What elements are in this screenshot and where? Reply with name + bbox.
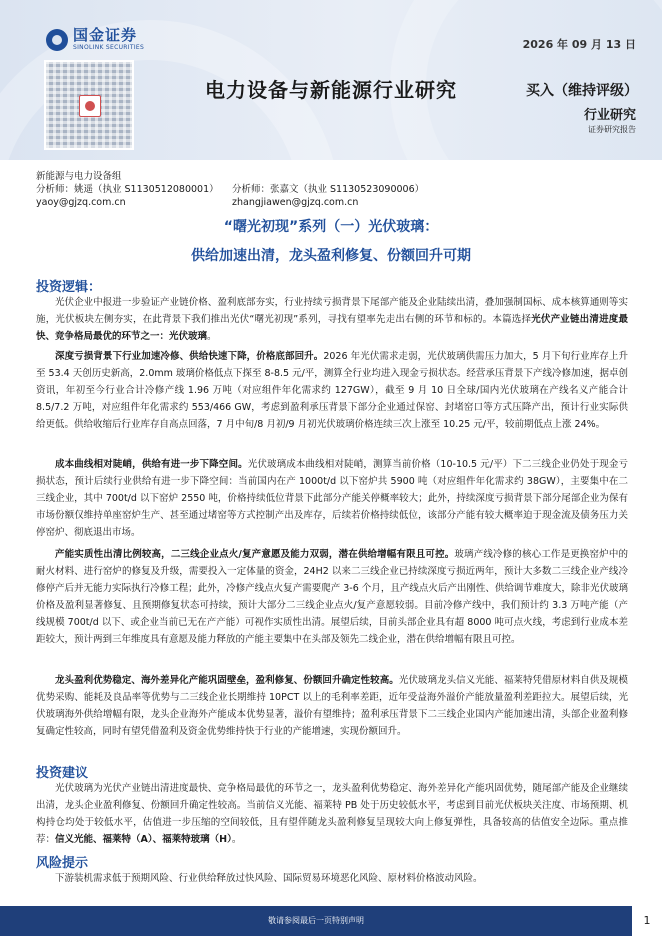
disclaimer-link[interactable]: 敬请参阅最后一页特别声明 <box>268 916 364 925</box>
series-title: “曙光初现”系列（一）光伏玻璃： <box>223 219 439 235</box>
paragraph-cost-curve-lead: 成本曲线相对陡峭，供给有进一步下降空间。 <box>55 459 248 470</box>
logo-name-cn: 国金证券 <box>73 26 138 44</box>
sinolink-logo-icon <box>46 29 68 51</box>
report-title: 电力设备与新能源行业研究 <box>205 78 457 102</box>
paragraph-supply-decline-lead: 深度亏损背景下行业加速冷修、供给快速下降，价格底部回升。 <box>55 351 324 362</box>
investment-logic-heading: 投资逻辑： <box>36 280 102 295</box>
page-number: 1 <box>632 906 662 936</box>
investment-rating: 买入（维持评级） <box>526 83 638 99</box>
paragraph-leader-advantage: 龙头盈利优势稳定、海外差异化产能巩固壁垒，盈利修复、份额回升确定性较高。光伏玻璃龙头信义光能、福莱特凭借原材料自供及规模优势采购、能耗及良品率等优势与二三线企业长期维持 10PCT 以上的毛利率差距，近年受益海外溢价产能放量盈利差距拉大。展望后续，光伏玻璃海外供给增幅有限，龙头企业海外产能成本优势显著，溢价有望维持；盈利承压背景下二三线企业国内产能加速出清，头部企业盈利修复确定性较高，同时有望凭借盈利及资金优势维持快于行业的产能增速，实现份额回升。 <box>36 675 628 737</box>
paragraph-cost-curve: 成本曲线相对陡峭，供给有进一步下降空间。光伏玻璃成本曲线相对陡峭，测算当前价格（10-10.5 元/平）下二三线企业仍处于现金亏损状态，预计后续行业供给有进一步下降空间：当前国内在产 1000t/d 以下窑炉共 5900 吨（对应组件年化需求约 38GW），主要集中在二三线企业，其中 700t/d 以下窑炉 2550 吨，价格持续低位背景下此部分产能关停概率较大；此外，持续深度亏损背景下部分尾部企业为保有市场份额仅维持单座窑炉生产、甚至通过堵窑等方式控制产出及库存，后续若价格持续低位，该部分产能有较大概率迫于现金流及债务压力关停窑炉、彻底退出市场。 <box>36 459 628 538</box>
analyst-block <box>36 170 424 209</box>
report-date: 2026 年 09 月 13 日 <box>522 38 636 51</box>
investment-advice-heading: 投资建议 <box>36 766 89 781</box>
intro-paragraph: 光伏企业中报进一步验证产业链价格、盈利底部夯实，行业持续亏损背景下尾部产能及企业陆续出清，叠加强制国标、成本核算通则等实施，光伏板块左侧夯实，在此背景下我们推出光伏“曙光初现”系列，寻找有望率先走出右侧的环节和标的。本篇选择光伏产业链出清进度最快、竞争格局最优的环节之一：光伏玻璃。 <box>36 297 628 342</box>
paragraph-capacity-exit-lead: 产能实质性出清比例较高，二三线企业点火/复产意愿及能力双弱，潜在供给增幅有限且可控。 <box>55 549 455 560</box>
report-type: 行业研究 <box>583 108 636 123</box>
analyst-2: 分析师：张嘉文（执业 S1130523090006） <box>232 184 425 195</box>
analyst-2-email[interactable]: zhangjiawen@gjzq.com.cn <box>232 197 359 208</box>
investment-advice-paragraph: 光伏玻璃为光伏产业链出清进度最快、竞争格局最优的环节之一，龙头盈利优势稳定、海外差异化产能巩固优势，随尾部产能及企业继续出清，龙头企业盈利修复、份额回升确定性较高。当前信义光能、福莱特 PB 处于历史较低水平，考虑到目前光伏板块关注度、市场预期、机构持仓均处于较低水平，估值进一步压缩的空间较低，且有望伴随龙头盈利修复呈现较大向上修复弹性，具备较高的估值安全边际。重点推荐：信义光能、福莱特（A）、福莱特玻璃（H）。 <box>36 783 628 845</box>
risk-heading: 风险提示 <box>36 856 89 871</box>
report-headline: 供给加速出清，龙头盈利修复、份额回升可期 <box>191 248 471 264</box>
risk-paragraph: 下游装机需求低于预期风险、行业供给释放过快风险、国际贸易环境恶化风险、原材料价格波动风险。 <box>55 873 483 884</box>
analyst-1-email[interactable]: yaoy@gjzq.com.cn <box>36 197 126 208</box>
analyst-1: 分析师：姚遥（执业 S1130512080001） <box>36 184 219 195</box>
company-logo <box>46 28 144 51</box>
report-header <box>0 0 662 160</box>
report-subtype: 证券研究报告 <box>588 125 636 134</box>
recommended-stocks: 信义光能、福莱特（A）、福莱特玻璃（H） <box>55 834 232 845</box>
intro-highlight: 光伏产业链出清进度最快、竞争格局最优的环节之一：光伏玻璃 <box>36 314 628 342</box>
logo-name-en: SINOLINK SECURITIES <box>73 44 145 51</box>
paragraph-leader-advantage-lead: 龙头盈利优势稳定、海外差异化产能巩固壁垒，盈利修复、份额回升确定性较高。 <box>55 675 399 686</box>
research-team: 新能源与电力设备组 <box>36 171 122 182</box>
paragraph-supply-decline: 深度亏损背景下行业加速冷修、供给快速下降，价格底部回升。2026 年光伏需求走弱，光伏玻璃供需压力加大，5 月下旬行业库存上升至 53.4 天创历史新高，2.0mm 玻璃价格低点下探至 8-8.5 元/平，测算全行业均进入现金亏损状态。经营承压背景下产线冷修加速，据卓创资讯，年初至今行业合计冷修产线 1.96 万吨（对应组件年化需求约 127GW），截至 9 月 10 日全球/国内光伏玻璃在产线名义产能合计 8.5/7.2 万吨，对应组件年化需求约 553/466 GW，考虑到盈利承压背景下部分企业通过保窑、封堵窑口等方式压降产出，预计行业实际供给更低。供给收缩后行业库存自高点回落，7 月中旬/8 月初/9 月初光伏玻璃价格连续三次上涨至 10.25 元/平，较前期低点上涨 24%。 <box>36 351 628 430</box>
page-footer <box>0 906 662 936</box>
paragraph-capacity-exit: 产能实质性出清比例较高，二三线企业点火/复产意愿及能力双弱，潜在供给增幅有限且可控。玻璃产线冷修的核心工作是更换窑炉中的耐火材料、进行窑炉的修复及升级，需要投入一定体量的资金，24H2 以来二三线企业已持续深度亏损近两年，预计大多数二三线企业产线冷修停产后并无能力实际执行冷修工程；此外，冷修产线点火复产需要爬产 3-6 个月，且产线点火后产出刚性、供给调节难度大，除非光伏玻璃价格及盈利显著修复、且预期修复状态可持续，预计大部分二三线企业点火/复产意愿较弱。目前冷修产线中，我们预计约 3.3 万吨产能（产线规模 700t/d 以下、或企业当前已无在产产能）可视作实质性出清。展望后续，目前头部企业具有超 8000 吨可点火线，考虑到行业成本差距较大，预计两到三年维度具有意愿及能力释放的产能主要集中在头部及领先二线企业，潜在供给增幅有限且可控。 <box>36 549 628 645</box>
